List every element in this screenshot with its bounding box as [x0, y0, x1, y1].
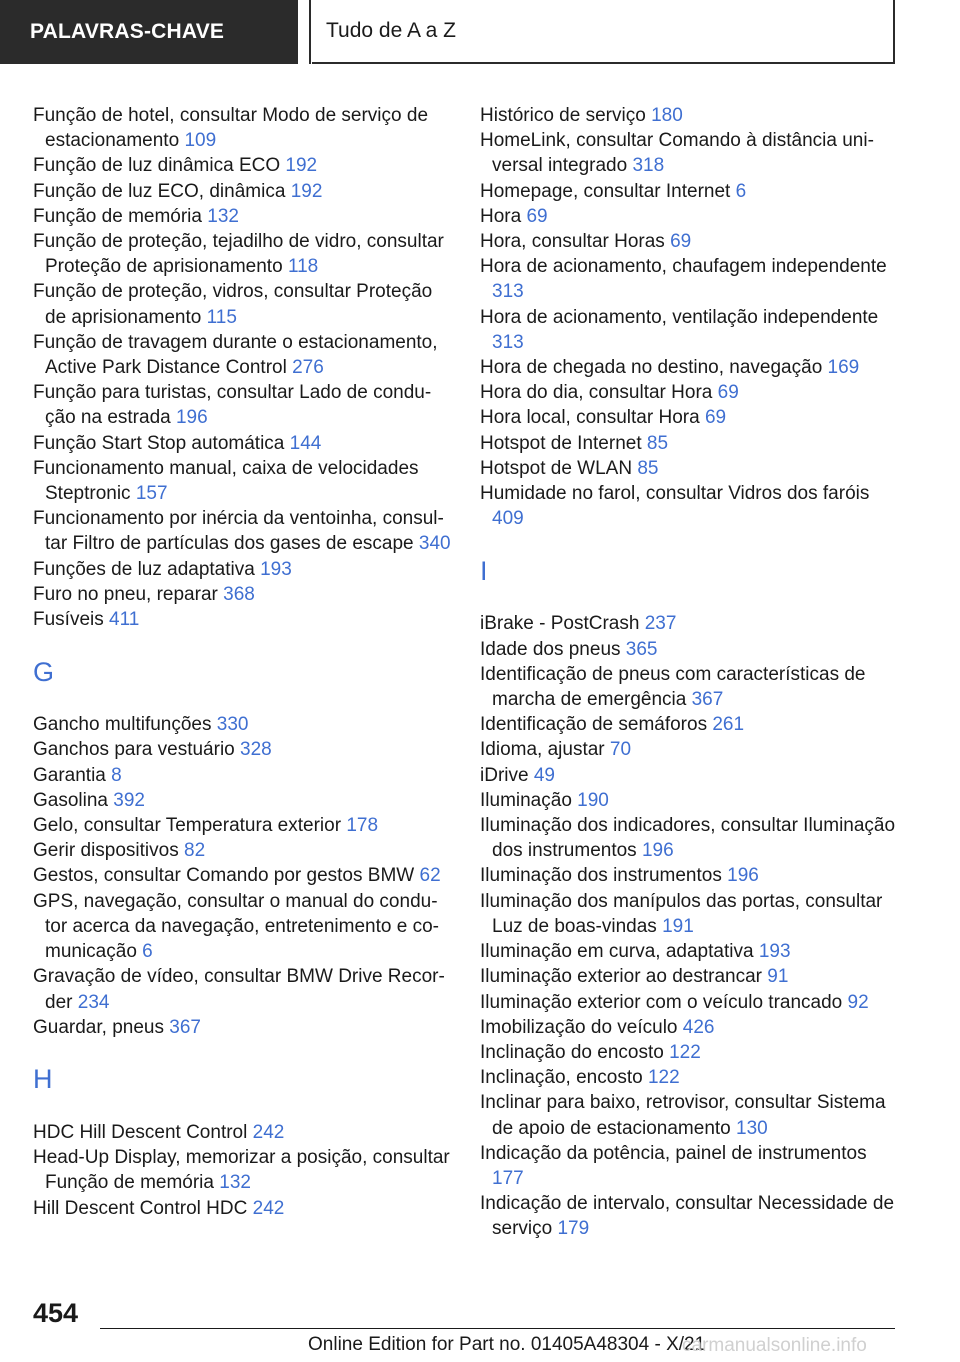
- index-entry: [33, 103, 453, 153]
- entry-term: Indicação da potência, painel de instrumentos: [480, 1142, 867, 1164]
- index-entry: [33, 582, 453, 607]
- page-reference-link[interactable]: 192: [285, 155, 318, 177]
- entry-term: Homepage, consultar Internet: [480, 180, 731, 202]
- index-entry: [33, 557, 453, 582]
- page-reference-link[interactable]: 367: [691, 689, 724, 711]
- section-label: PALAVRAS-CHAVE: [30, 20, 225, 43]
- entry-term: Função de travagem durante o estacionamento, Active Park Distance Control: [33, 331, 438, 379]
- page-reference-link[interactable]: 313: [492, 281, 524, 303]
- index-entry: [480, 939, 900, 964]
- page-reference-link[interactable]: 368: [223, 583, 255, 605]
- page-reference-link[interactable]: 392: [113, 789, 145, 811]
- index-entry: [33, 763, 453, 788]
- index-entry: [480, 813, 900, 863]
- page-reference-link[interactable]: 261: [712, 714, 745, 736]
- index-entry: [33, 153, 453, 178]
- index-entry: [33, 712, 453, 737]
- page-reference-link[interactable]: 69: [526, 205, 548, 227]
- entry-term: Função de hotel, consultar Modo de serviço de estacionamento: [33, 105, 429, 152]
- chapter-title-text: Tudo de A a Z: [326, 19, 456, 42]
- index-entry: [480, 1065, 900, 1090]
- index-entry: [33, 179, 453, 204]
- page-reference-link[interactable]: 49: [533, 764, 555, 786]
- entry-term: Funcionamento manual, caixa de velocidades Steptronic: [33, 457, 419, 505]
- entry-term: Identificação de semáforos: [480, 714, 708, 736]
- index-entry: [33, 863, 453, 888]
- page-reference-link[interactable]: 85: [637, 457, 659, 479]
- entry-term: Gelo, consultar Temperatura exterior: [33, 815, 342, 837]
- index-entry: [480, 405, 900, 430]
- entry-term: Fusíveis: [33, 609, 104, 631]
- index-entry: [33, 1196, 453, 1221]
- entry-term: Iluminação dos manípulos das portas, consultar Luz de boas-vindas: [480, 890, 883, 937]
- page-reference-link[interactable]: 92: [847, 991, 869, 1013]
- page-reference-link[interactable]: 340: [418, 533, 451, 555]
- entry-term: Inclinar para baixo, retrovisor, consultar Sistema de apoio de estacionamento: [480, 1092, 886, 1139]
- entry-term: Hora de acionamento, ventilação independente: [480, 306, 879, 328]
- entry-term: Função de memória: [33, 205, 202, 227]
- index-entry: [33, 204, 453, 229]
- entry-term: Idioma, ajustar: [480, 739, 605, 761]
- page-reference-link[interactable]: 157: [135, 483, 168, 505]
- page-reference-link[interactable]: 130: [736, 1117, 768, 1139]
- page-reference-link[interactable]: 242: [252, 1121, 285, 1143]
- index-entry: [480, 863, 900, 888]
- entry-term: Hill Descent Control HDC: [33, 1197, 248, 1219]
- entry-term: Iluminação dos instrumentos: [480, 865, 722, 887]
- index-entry: [480, 964, 900, 989]
- index-entry: [480, 990, 900, 1015]
- page-reference-link[interactable]: 180: [651, 105, 683, 126]
- index-entry: [480, 662, 900, 712]
- index-entry: [33, 889, 453, 965]
- entry-term: Hora, consultar Horas: [480, 231, 665, 253]
- entry-term: Histórico de serviço: [480, 105, 646, 126]
- page-reference-link[interactable]: 69: [717, 382, 739, 404]
- entry-term: Funcionamento por inércia da ventoinha, consultar Filtro de partículas dos gases de escape: [33, 508, 444, 555]
- index-entry: [480, 737, 900, 762]
- entry-term: Função de proteção, tejadilho de vidro, consultar Proteção de aprisionamento: [33, 231, 444, 278]
- entry-term: Função de proteção, vidros, consultar Proteção de aprisionamento: [33, 281, 433, 328]
- page-reference-link[interactable]: 365: [625, 638, 658, 660]
- entry-term: Hotspot de Internet: [480, 432, 642, 454]
- index-entry: [33, 229, 453, 279]
- index-entry: [480, 1191, 900, 1241]
- page-reference-link[interactable]: 122: [647, 1067, 680, 1089]
- index-entry: [480, 788, 900, 813]
- index-entry: [33, 607, 453, 632]
- entry-term: Humidade no farol, consultar Vidros dos faróis: [480, 483, 870, 505]
- page-reference-link[interactable]: 8: [111, 764, 122, 786]
- entry-term: Hora: [480, 205, 522, 227]
- entry-term: iDrive: [480, 764, 529, 786]
- index-entry: [480, 637, 900, 662]
- index-entry: [480, 1090, 900, 1140]
- index-entry: [33, 838, 453, 863]
- entry-term: Funções de luz adaptativa: [33, 558, 255, 580]
- entry-term: Gasolina: [33, 789, 108, 811]
- page-reference-link[interactable]: 6: [142, 941, 153, 963]
- entry-term: Iluminação dos indicadores, consultar Iluminação dos instrumentos: [480, 815, 896, 862]
- page-reference-link[interactable]: 193: [260, 558, 292, 580]
- index-entry: [33, 456, 453, 506]
- section-letter: H: [33, 1064, 53, 1095]
- page-reference-link[interactable]: 82: [184, 840, 206, 862]
- entry-term: Hora de acionamento, chaufagem independente: [480, 256, 887, 278]
- footer-rule: [100, 1328, 895, 1329]
- index-entry: [33, 964, 453, 1014]
- index-entry: [480, 103, 900, 128]
- page-reference-link[interactable]: 234: [77, 991, 110, 1013]
- page-reference-link[interactable]: 177: [492, 1167, 524, 1189]
- index-entry: [480, 611, 900, 636]
- page-reference-link[interactable]: 109: [184, 130, 217, 152]
- section-letter: I: [480, 555, 488, 586]
- index-entry: [33, 1120, 453, 1145]
- page-reference-link[interactable]: 237: [644, 613, 677, 635]
- page-reference-link[interactable]: 242: [252, 1197, 285, 1219]
- entry-term: GPS, navegação, consultar o manual do condutor acerca da navegação, entretenimento e comunicação: [33, 890, 439, 963]
- section-tab[interactable]: [0, 0, 298, 64]
- entry-term: Furo no pneu, reparar: [33, 583, 218, 605]
- page-reference-link[interactable]: 6: [735, 180, 747, 202]
- page-reference-link[interactable]: 62: [419, 865, 441, 887]
- page-reference-link[interactable]: 196: [641, 840, 674, 862]
- page-reference-link[interactable]: 144: [289, 432, 322, 454]
- index-column-left: [33, 103, 453, 1221]
- entry-term: Idade dos pneus: [480, 638, 621, 660]
- entry-term: Gestos, consultar Comando por gestos BMW: [33, 865, 415, 887]
- page-reference-link[interactable]: 69: [670, 231, 692, 253]
- entry-term: Função de luz dinâmica ECO: [33, 155, 281, 177]
- index-entry: [33, 737, 453, 762]
- header-divider: [309, 0, 311, 64]
- index-entry: [33, 279, 453, 329]
- page-header: [0, 0, 960, 66]
- index-entry: [480, 128, 900, 178]
- index-entry: [480, 254, 900, 304]
- index-entry: [33, 788, 453, 813]
- index-entry: [33, 1015, 453, 1040]
- page-reference-link[interactable]: 318: [632, 155, 665, 177]
- entry-term: Ganchos para vestuário: [33, 739, 235, 761]
- index-entry: [33, 1145, 453, 1195]
- page-reference-link[interactable]: 69: [704, 407, 727, 429]
- index-entry: [33, 431, 453, 456]
- entry-term: HomeLink, consultar Comando à distância universal integrado: [480, 130, 874, 177]
- index-entry: [33, 380, 453, 430]
- entry-term: Gravação de vídeo, consultar BMW Drive Recorder: [33, 966, 445, 1013]
- index-entry: [480, 1015, 900, 1040]
- entry-term: Função para turistas, consultar Lado de condução na estrada: [33, 382, 432, 429]
- page-reference-link[interactable]: 426: [682, 1016, 715, 1038]
- entry-term: Gancho multifunções: [33, 714, 212, 736]
- index-entry: [480, 1141, 900, 1191]
- page-reference-link[interactable]: 169: [827, 357, 860, 379]
- index-entry: [480, 889, 900, 939]
- entry-term: Iluminação exterior com o veículo trancado: [480, 991, 843, 1013]
- entry-term: HDC Hill Descent Control: [33, 1121, 248, 1143]
- entry-term: Hotspot de WLAN: [480, 457, 633, 479]
- page-reference-link[interactable]: 179: [557, 1218, 590, 1240]
- page-reference-link[interactable]: 411: [109, 609, 140, 631]
- index-entry: [33, 330, 453, 380]
- page-reference-link[interactable]: 409: [492, 508, 524, 530]
- index-entry: [480, 763, 900, 788]
- page-reference-link[interactable]: 367: [169, 1016, 201, 1038]
- page-reference-link[interactable]: 115: [206, 306, 237, 328]
- index-entry: [33, 506, 453, 556]
- page-reference-link[interactable]: 191: [662, 915, 694, 937]
- page-number: 454: [33, 1298, 79, 1328]
- entry-term: Iluminação exterior ao destrancar: [480, 966, 762, 988]
- index-entry: [480, 204, 900, 229]
- entry-term: Guardar, pneus: [33, 1016, 164, 1038]
- index-entry: [480, 1040, 900, 1065]
- entry-term: iBrake - PostCrash: [480, 613, 640, 635]
- entry-term: Hora do dia, consultar Hora: [480, 382, 713, 404]
- index-entry: [33, 813, 453, 838]
- index-entry: [480, 355, 900, 380]
- page-reference-link[interactable]: 91: [767, 966, 789, 988]
- page-reference-link[interactable]: 190: [577, 789, 609, 811]
- chapter-title: [312, 0, 895, 64]
- page-reference-link[interactable]: 85: [646, 432, 669, 454]
- entry-term: Indicação de intervalo, consultar Necessidade de serviço: [480, 1193, 895, 1240]
- watermark: carmanualsonline.info: [682, 1335, 867, 1356]
- entry-term: Garantia: [33, 764, 106, 786]
- page-reference-link[interactable]: 276: [292, 357, 324, 379]
- index-entry: [480, 179, 900, 204]
- page-reference-link[interactable]: 122: [669, 1041, 701, 1063]
- entry-term: Hora de chegada no destino, navegação: [480, 357, 823, 379]
- entry-term: Iluminação: [480, 789, 572, 811]
- index-entry: [480, 712, 900, 737]
- page-reference-link[interactable]: 132: [219, 1172, 251, 1194]
- index-entry: [480, 229, 900, 254]
- entry-term: Função de luz ECO, dinâmica: [33, 180, 286, 202]
- page-reference-link[interactable]: 118: [287, 256, 319, 278]
- page-reference-link[interactable]: 193: [758, 941, 791, 963]
- index-column-right: [480, 103, 900, 1242]
- index-entry: [480, 481, 900, 531]
- index-entry: [480, 305, 900, 355]
- index-entry: [480, 431, 900, 456]
- entry-term: Gerir dispositivos: [33, 840, 179, 862]
- entry-term: Função Start Stop automática: [33, 432, 285, 454]
- entry-term: Identificação de pneus com características de marcha de emergência: [480, 663, 866, 711]
- page-reference-link[interactable]: 132: [207, 205, 239, 227]
- entry-term: Iluminação em curva, adaptativa: [480, 941, 754, 963]
- entry-term: Inclinação do encosto: [480, 1041, 664, 1063]
- edition-note: Online Edition for Part no. 01405A48304 - X/21: [308, 1334, 706, 1355]
- entry-term: Imobilização do veículo: [480, 1016, 678, 1038]
- entry-term: Head-Up Display, memorizar a posição, consultar Função de memória: [33, 1147, 450, 1194]
- page-reference-link[interactable]: 328: [240, 739, 272, 761]
- page-reference-link[interactable]: 313: [492, 331, 524, 353]
- index-entry: [480, 380, 900, 405]
- page-reference-link[interactable]: 192: [290, 180, 323, 202]
- section-letter: G: [33, 656, 55, 687]
- page-reference-link[interactable]: 178: [346, 815, 379, 837]
- page-reference-link[interactable]: 70: [609, 739, 632, 761]
- page-reference-link[interactable]: 330: [216, 714, 249, 736]
- entry-term: Inclinação, encosto: [480, 1067, 643, 1089]
- entry-term: Hora local, consultar Hora: [480, 407, 700, 429]
- index-entry: [480, 456, 900, 481]
- page-reference-link[interactable]: 196: [727, 865, 759, 887]
- page-reference-link[interactable]: 196: [175, 407, 208, 429]
